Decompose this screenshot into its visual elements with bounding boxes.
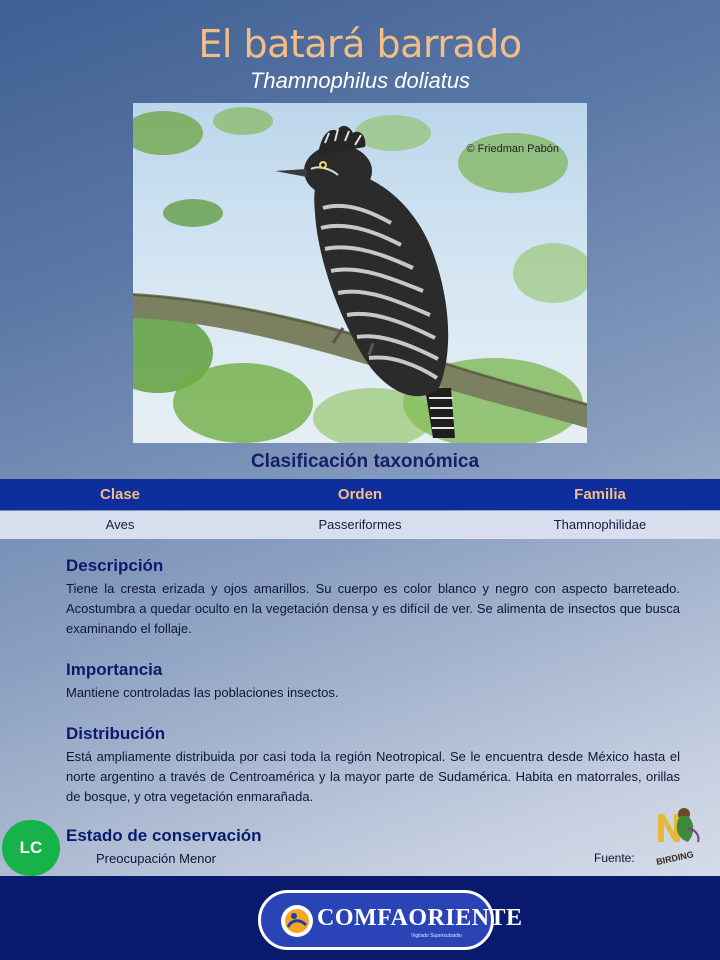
conservation-badge: LC: [2, 820, 60, 876]
source-label: Fuente:: [594, 851, 635, 865]
section-heading: Importancia: [66, 660, 163, 679]
section-heading: Distribución: [66, 724, 166, 743]
brand-tagline: Vigilado Supersubsidio: [411, 933, 462, 939]
comfaoriente-emblem-icon: [281, 905, 313, 937]
section-heading: Estado de conservación: [66, 826, 262, 845]
section-descripcion: [66, 556, 680, 639]
photo-credit: © Friedman Pabón: [466, 143, 559, 155]
taxonomy-header-row: [0, 479, 720, 510]
page-title: El batará barrado: [198, 22, 522, 66]
comfaoriente-logo: [258, 890, 523, 950]
taxonomy-title: Clasificación taxonómica: [250, 451, 480, 472]
conservation-status: Preocupación Menor: [96, 851, 216, 866]
taxonomy-header-clase: Clase: [99, 486, 141, 503]
brand-name: COMFAORIENTE: [317, 905, 523, 931]
section-text: Está ampliamente distribuida por casi toda la región Neotropical. Se le encuentra desde México hasta el norte argentino a través de Centroamérica y la mayor parte de Sudamérica. Habita en matorrales, orillas de bosque, y otra vegetación enmarañada.: [66, 749, 680, 804]
section-distribucion: [66, 724, 680, 807]
svg-text:BIRDING: BIRDING: [655, 849, 695, 867]
taxonomy-header-familia: Familia: [574, 486, 626, 503]
taxonomy-value-clase: Aves: [105, 517, 135, 532]
taxonomy-value-row: [0, 511, 720, 539]
taxonomy-value-familia: Thamnophilidae: [553, 517, 647, 532]
birding-logo: [650, 802, 708, 868]
footer-bar: [0, 876, 720, 960]
taxonomy-header-orden: Orden: [337, 486, 383, 503]
section-conservacion: [66, 826, 680, 849]
taxonomy-value-orden: Passeriformes: [318, 517, 402, 532]
section-heading: Descripción: [66, 556, 164, 575]
scientific-name: Thamnophilus doliatus: [249, 68, 471, 93]
section-text: Tiene la cresta erizada y ojos amarillos. Su cuerpo es color blanco y negro con aspecto barreteado. Acostumbra a quedar oculto en la vegetación densa y es difícil de ver. Se alimenta de insectos que busca examinando el follaje.: [66, 581, 680, 636]
section-text: Mantiene controladas las poblaciones insectos.: [66, 685, 339, 700]
bird-photo: [133, 103, 587, 443]
section-importancia: [66, 660, 680, 703]
